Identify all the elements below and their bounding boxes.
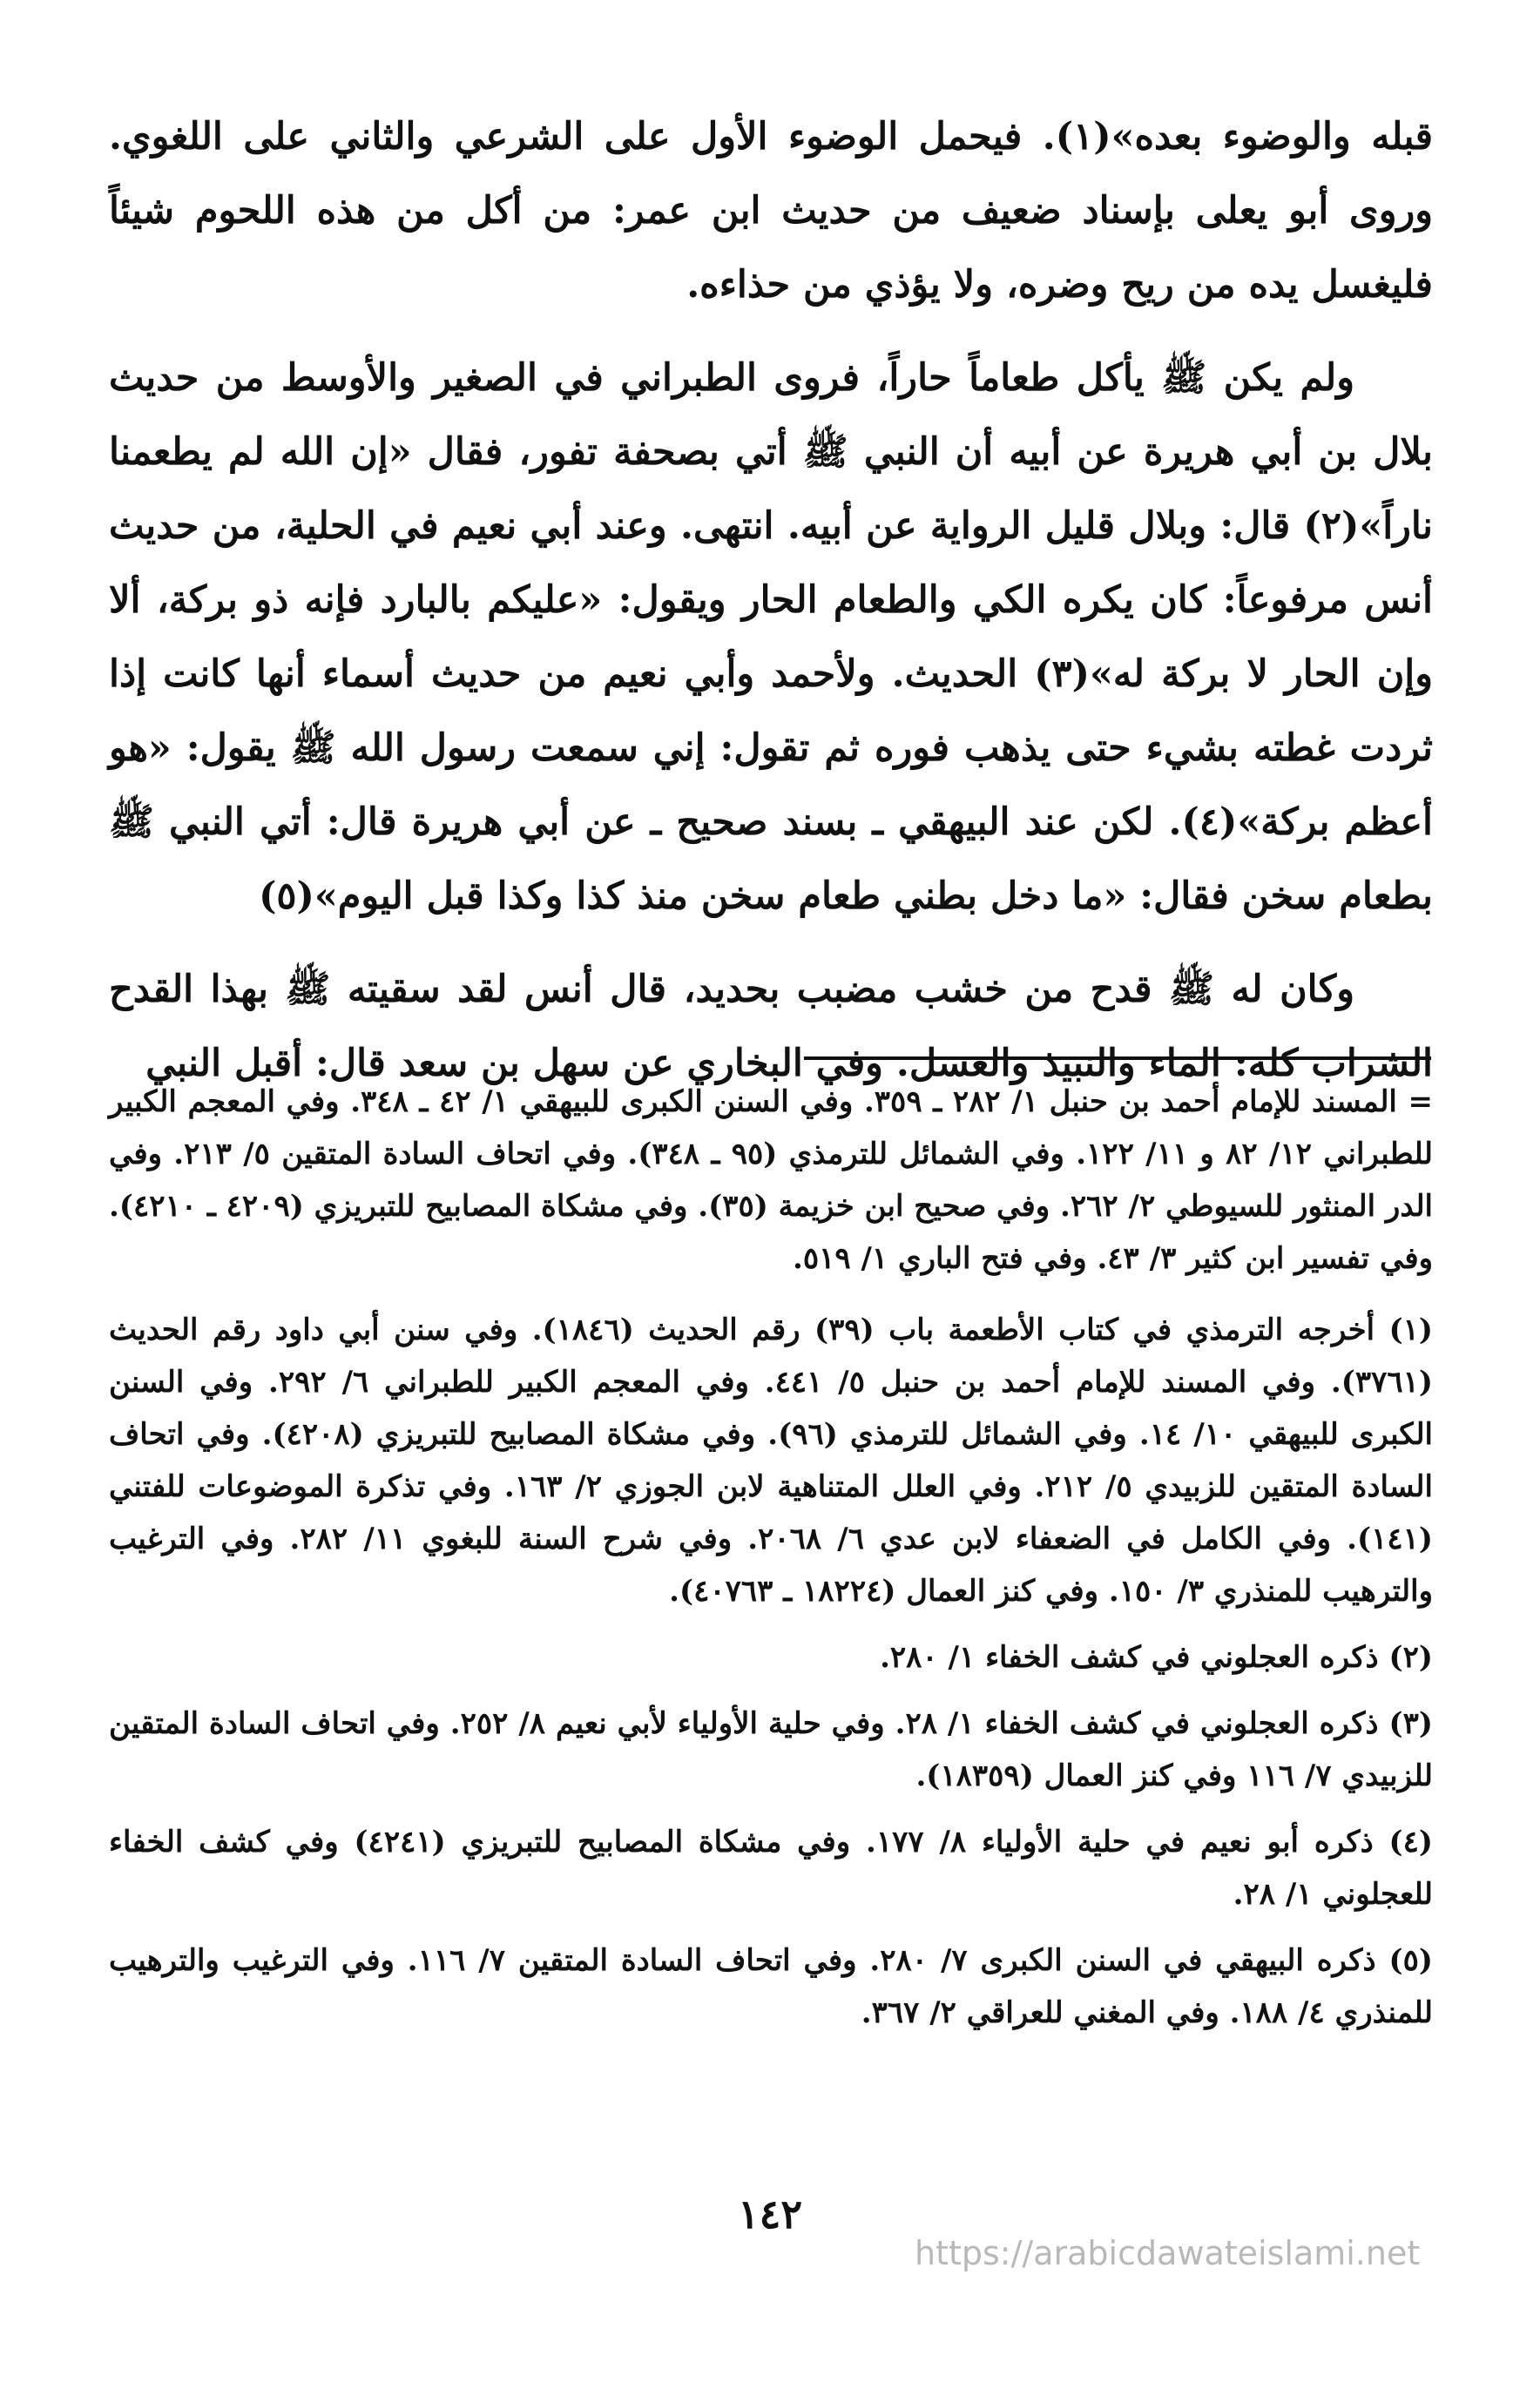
footnote-number: (٥) bbox=[1388, 1943, 1433, 1978]
footnote-5 bbox=[109, 1934, 1433, 2039]
footnote-3 bbox=[109, 1698, 1433, 1802]
footnote-text: أخرجه الترمذي في كتاب الأطعمة باب (٣٩) رقم الحديث (١٨٤٦). وفي سنن أبي داود رقم الحديث (٣٧٦١). وفي المسند للإمام أحمد بن حنبل ٥/ ٤٤١. وفي المعجم الكبير للطبراني ٦/ ٢٩٢. وفي السنن الكبرى للبيهقي ١٠/ ١٤. وفي الشمائل للترمذي (٩٦). وفي مشكاة المصابيح للتبريزي (٤٢٠٨). وفي اتحاف السادة المتقين للزبيدي ٥/ ٢١٢. وفي العلل المتناهية لابن الجوزي ٢/ ١٦٣. وفي تذكرة الموضوعات للفتني (١٤١). وفي الكامل في الضعفاء لابن عدي ٦/ ٢٠٦٨. وفي شرح السنة للبغوي ١١/ ٢٨٢. وفي الترغيب والترهيب للمنذري ٣/ ١٥٠. وفي كنز العمال (١٨٢٢٤ ـ ٤٠٧٦٣). bbox=[109, 1313, 1434, 1609]
footnote-number: (٣) bbox=[1388, 1706, 1433, 1741]
footnote-1 bbox=[109, 1304, 1433, 1617]
main-paragraph-1: قبله والوضوء بعده»(١). فيحمل الوضوء الأول على الشرعي والثاني على اللغوي. وروى أبو يعلى بإسناد ضعيف من حديث ابن عمر: من أكل من هذه اللحوم شيئاً فليغسل يده من ريح وضره، ولا يؤذي من حذاءه. bbox=[109, 115, 1434, 307]
footnotes-section bbox=[109, 1076, 1433, 2053]
footnote-text: ذكره العجلوني في كشف الخفاء ١/ ٢٨. وفي حلية الأولياء لأبي نعيم ٨/ ٢٥٢. وفي اتحاف السادة المتقين للزبيدي ٧/ ١١٦ وفي كنز العمال (١٨٣٥٩). bbox=[109, 1706, 1433, 1793]
footnote-continuation: = المسند للإمام أحمد بن حنبل ١/ ٢٨٢ ـ ٣٥٩. وفي السنن الكبرى للبيهقي ١/ ٤٢ ـ ٣٤٨. وفي المعجم الكبير للطبراني ١٢/ ٨٢ و ١١/ ١٢٢. وفي الشمائل للترمذي (٩٥ ـ ٣٤٨). وفي اتحاف السادة المتقين ٥/ ٢١٣. وفي الدر المنثور للسيوطي ٢/ ٢٦٢. وفي صحيح ابن خزيمة (٣٥). وفي مشكاة المصابيح للتبريزي (٤٢٠٩ ـ ٤٢١٠). وفي تفسير ابن كثير ٣/ ٤٣. وفي فتح الباري ١/ ٥١٩. bbox=[109, 1084, 1434, 1276]
footnote-text: ذكره العجلوني في كشف الخفاء ١/ ٢٨٠. bbox=[880, 1640, 1379, 1675]
footnote-text: ذكره البيهقي في السنن الكبرى ٧/ ٢٨٠. وفي اتحاف السادة المتقين ٧/ ١١٦. وفي الترغيب والترهيب للمنذري ٤/ ١٨٨. وفي المغني للعراقي ٢/ ٣٦٧. bbox=[109, 1943, 1433, 2030]
footnote-2 bbox=[109, 1631, 1433, 1684]
footnote-text: ذكره أبو نعيم في حلية الأولياء ٨/ ١٧٧. وفي مشكاة المصابيح للتبريزي (٤٢٤١) وفي كشف الخفاء للعجلوني ١/ ٢٨. bbox=[109, 1825, 1433, 1912]
main-text-body bbox=[109, 100, 1433, 1120]
footnote-number: (١) bbox=[1388, 1313, 1434, 1347]
footnote-number: (٤) bbox=[1388, 1825, 1433, 1860]
main-paragraph-3: وكان له ﷺ قدح من خشب مضبب بحديد، قال أنس لقد سقيته ﷺ بهذا القدح الشراب كله: الماء والنبيذ والعسل. وفي البخاري عن سهل بن سعد قال: أقبل النبي bbox=[109, 968, 1433, 1085]
footnote-4 bbox=[109, 1816, 1433, 1920]
watermark-url: https://arabicdawateislami.net bbox=[915, 2234, 1421, 2272]
footnote-divider bbox=[804, 1056, 1431, 1060]
page-number: ١٤٢ bbox=[737, 2190, 803, 2238]
main-paragraph-2: ولم يكن ﷺ يأكل طعاماً حاراً، فروى الطبراني في الصغير والأوسط من حديث بلال بن أبي هريرة عن أبيه أن النبي ﷺ أتي بصحفة تفور، فقال «إن الله لم يطعمنا ناراً»(٢) قال: وبلال قليل الرواية عن أبيه. انتهى. وعند أبي نعيم في الحلية، من حديث أنس مرفوعاً: كان يكره الكي والطعام الحار ويقول: «عليكم بالبارد فإنه ذو بركة، ألا وإن الحار لا بركة له»(٣) الحديث. ولأحمد وأبي نعيم من حديث أسماء أنها كانت إذا ثردت غطته بشيء حتى يذهب فوره ثم تقول: إني سمعت رسول الله ﷺ يقول: «هو أعظم بركة»(٤). لكن عند البيهقي ـ بسند صحيح ـ عن أبي هريرة قال: أتي النبي ﷺ بطعام سخن فقال: «ما دخل بطني طعام سخن منذ كذا وكذا قبل اليوم»(٥) bbox=[109, 356, 1434, 918]
footnote-number: (٢) bbox=[1388, 1640, 1433, 1675]
